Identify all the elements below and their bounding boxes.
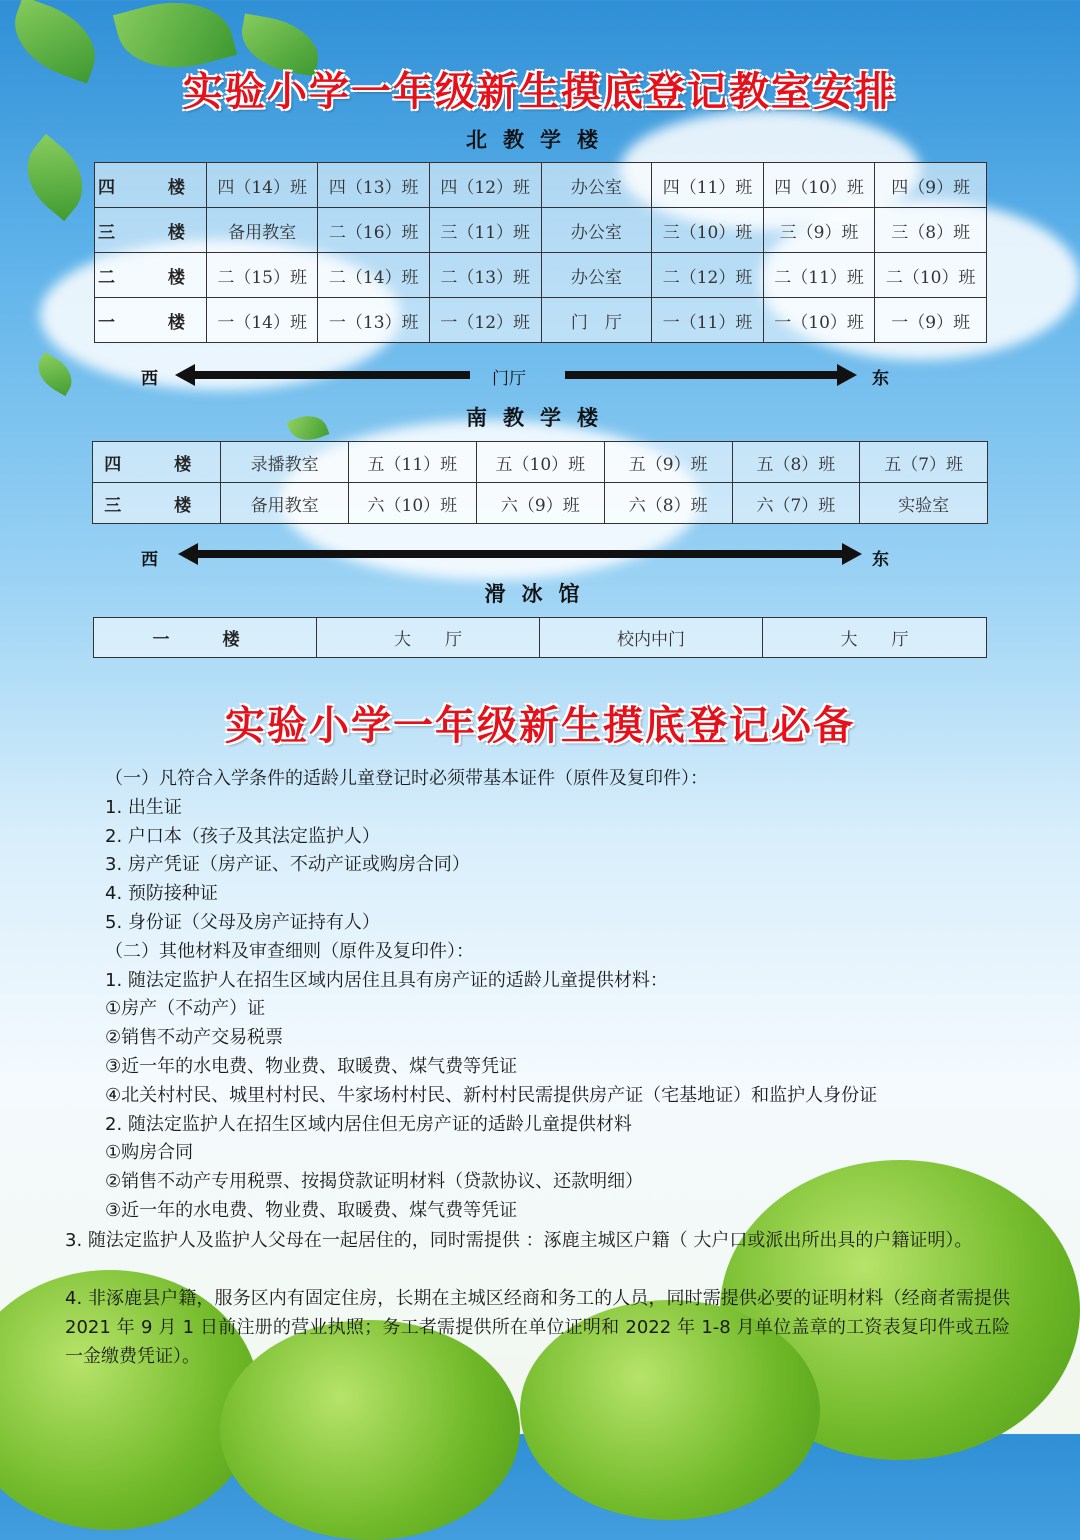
south-building-title: 南教学楼 xyxy=(466,406,614,430)
room-cell: 备用教室 xyxy=(221,483,348,524)
requirement-line: 1. 随法定监护人在招生区域内居住且具有房产证的适龄儿童提供材料： xyxy=(105,969,668,991)
requirement-line: ④北关村村民、城里村村民、牛家场村村民、新村村民需提供房产证（宅基地证）和监护人身份证 xyxy=(105,1084,878,1106)
east-label: 东 xyxy=(872,369,889,389)
room-cell: 二（15）班 xyxy=(206,253,318,298)
room-cell: 四（13）班 xyxy=(318,163,430,208)
room-cell: 二（11）班 xyxy=(763,253,875,298)
room-cell: 一（14）班 xyxy=(206,298,318,343)
north-table-row xyxy=(95,208,987,253)
rink-table xyxy=(93,617,987,658)
requirement-line: ③近一年的水电费、物业费、取暖费、煤气费等凭证 xyxy=(105,1199,518,1221)
room-cell: 一（10）班 xyxy=(763,298,875,343)
requirement-line: ②销售不动产交易税票 xyxy=(105,1027,284,1049)
north-table-row xyxy=(95,253,987,298)
room-cell: 五（10）班 xyxy=(476,442,604,483)
room-cell: 实验室 xyxy=(860,483,988,524)
west-label: 西 xyxy=(141,550,158,570)
north-building-table xyxy=(94,162,987,343)
room-cell: 一（9）班 xyxy=(875,298,987,343)
room-cell: 二（13）班 xyxy=(429,253,541,298)
east-arrow xyxy=(565,364,857,386)
room-cell: 四（12）班 xyxy=(429,163,541,208)
room-cell: 五（8）班 xyxy=(732,442,860,483)
north-table-row xyxy=(95,298,987,343)
room-cell: 六（8）班 xyxy=(604,483,732,524)
room-cell: 二（12）班 xyxy=(652,253,764,298)
room-cell: 办公室 xyxy=(541,163,652,208)
east-label: 东 xyxy=(872,550,889,570)
leaf-decoration xyxy=(31,352,80,396)
rink-floor-label: 一 楼 xyxy=(94,618,317,658)
floor-label: 三 楼 xyxy=(95,208,207,253)
north-building-title: 北教学楼 xyxy=(466,128,614,152)
room-cell: 备用教室 xyxy=(206,208,318,253)
room-cell: 五（7）班 xyxy=(860,442,988,483)
paragraph-3: 3. 随法定监护人及监护人父母在一起居住的，同时需提供 ：涿鹿主城区户籍（ 大户口或派出所出具的户籍证明）。 xyxy=(65,1230,973,1251)
room-cell: 四（10）班 xyxy=(763,163,875,208)
south-building-table xyxy=(92,441,988,524)
room-cell: 二（14）班 xyxy=(318,253,430,298)
page-title: 实验小学一年级新生摸底登记教室安排 xyxy=(183,69,897,115)
double-arrow xyxy=(178,543,862,565)
north-table-row xyxy=(95,163,987,208)
requirements-list xyxy=(65,765,1010,1226)
floor-label: 一 楼 xyxy=(95,298,207,343)
paragraph-4: 4. 非涿鹿县户籍，服务区内有固定住房，长期在主城区经商和务工的人员，同时需提供必要的证明材料（经商者需提供 2021 年 9 月 1 日前注册的营业执照；务工者需提供所在单位证明和 2022 年 1-8 月单位盖章的工资表复印件或五险一金缴费凭证）。 xyxy=(65,1288,1010,1367)
floor-label: 四 楼 xyxy=(95,163,207,208)
room-cell: 录播教室 xyxy=(221,442,348,483)
rink-cell: 大 厅 xyxy=(317,618,540,658)
room-cell: 一（12）班 xyxy=(429,298,541,343)
room-cell: 三（9）班 xyxy=(763,208,875,253)
floor-label: 二 楼 xyxy=(95,253,207,298)
south-table-row xyxy=(93,442,988,483)
room-cell: 五（9）班 xyxy=(604,442,732,483)
room-cell: 二（10）班 xyxy=(875,253,987,298)
requirement-line: 4. 预防接种证 xyxy=(105,883,218,905)
floor-label: 三 楼 xyxy=(93,483,221,524)
room-cell: 四（9）班 xyxy=(875,163,987,208)
room-cell: 六（9）班 xyxy=(476,483,604,524)
room-cell: 四（11）班 xyxy=(652,163,764,208)
south-table-row xyxy=(93,483,988,524)
room-cell: 三（10）班 xyxy=(652,208,764,253)
requirement-line: 2. 随法定监护人在招生区域内居住但无房产证的适龄儿童提供材料 xyxy=(105,1113,632,1135)
room-cell: 六（7）班 xyxy=(732,483,860,524)
room-cell: 六（10）班 xyxy=(348,483,476,524)
rink-title: 滑冰馆 xyxy=(484,582,596,606)
west-label: 西 xyxy=(141,369,158,389)
requirements-title: 实验小学一年级新生摸底登记必备 xyxy=(225,703,855,749)
room-cell: 办公室 xyxy=(541,253,652,298)
room-cell: 二（16）班 xyxy=(318,208,430,253)
room-cell: 办公室 xyxy=(541,208,652,253)
room-cell: 三（11）班 xyxy=(429,208,541,253)
room-cell: 五（11）班 xyxy=(348,442,476,483)
requirements-paragraph-3 xyxy=(65,1227,1010,1256)
room-cell: 一（11）班 xyxy=(652,298,764,343)
requirement-line: ①购房合同 xyxy=(105,1142,194,1164)
room-cell: 三（8）班 xyxy=(875,208,987,253)
requirement-line: ③近一年的水电费、物业费、取暖费、煤气费等凭证 xyxy=(105,1055,518,1077)
requirement-line: 1. 出生证 xyxy=(105,796,182,818)
rink-cell: 大 厅 xyxy=(763,618,987,658)
requirement-line: 2. 户口本（孩子及其法定监护人） xyxy=(105,825,380,847)
west-arrow xyxy=(175,364,470,386)
room-cell: 一（13）班 xyxy=(318,298,430,343)
requirement-line: ②销售不动产专用税票、按揭贷款证明材料（贷款协议、还款明细） xyxy=(105,1171,644,1193)
requirement-line: 5. 身份证（父母及房产证持有人） xyxy=(105,911,380,933)
requirements-paragraph-4 xyxy=(65,1285,1010,1371)
requirement-line: 3. 房产凭证（房产证、不动产证或购房合同） xyxy=(105,854,470,876)
room-cell: 四（14）班 xyxy=(206,163,318,208)
lobby-label: 门厅 xyxy=(492,369,526,389)
requirement-line: （二）其他材料及审查细则（原件及复印件）： xyxy=(105,940,474,962)
rink-cell: 校内中门 xyxy=(540,618,763,658)
requirement-line: ①房产（不动产）证 xyxy=(105,998,266,1020)
room-cell: 门 厅 xyxy=(541,298,652,343)
requirement-line: （一）凡符合入学条件的适龄儿童登记时必须带基本证件（原件及复印件）： xyxy=(105,768,708,789)
floor-label: 四 楼 xyxy=(93,442,221,483)
